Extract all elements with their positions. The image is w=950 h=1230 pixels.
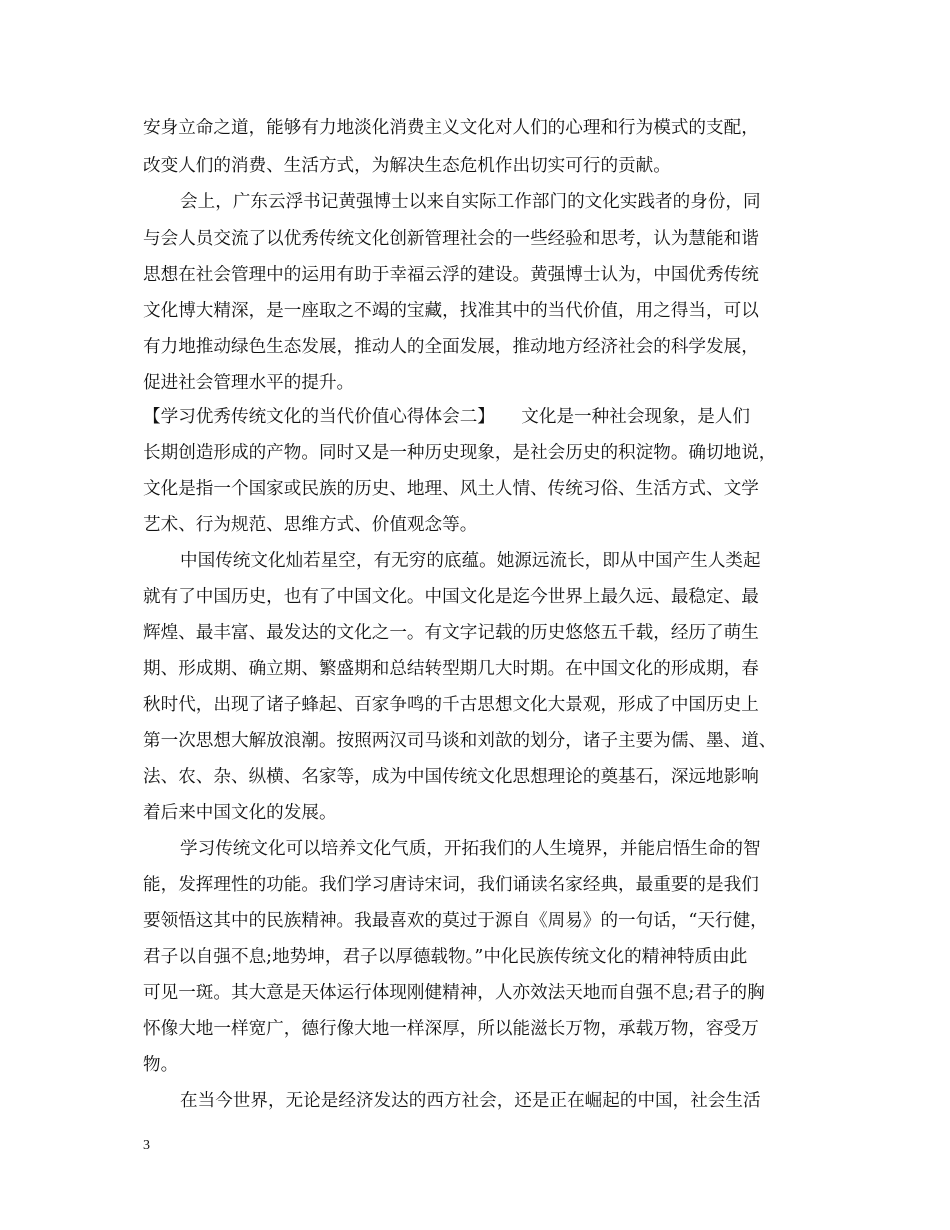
text-line: 就有了中国历史，也有了中国文化。中国文化是迄今世界上最久远、最稳定、最	[143, 587, 759, 607]
text-line: 要领悟这其中的民族精神。我最喜欢的莫过于源自《周易》的一句话，“天行健，	[143, 911, 768, 931]
text-line: 能，发挥理性的功能。我们学习唐诗宋词，我们诵读名家经典，最重要的是我们	[143, 875, 759, 895]
text-line: 文化是指一个国家或民族的历史、地理、风土人情、传统习俗、生活方式、文学	[143, 479, 759, 499]
paragraph-first-line: 学习传统文化可以培养文化气质，开拓我们的人生境界，并能启悟生命的智	[180, 839, 761, 859]
page-number: 3	[143, 1138, 150, 1153]
text-line: 促进社会管理水平的提升。	[143, 373, 355, 393]
text-line: 法、农、杂、纵横、名家等，成为中国传统文化思想理论的奠基石，深远地影响	[143, 767, 759, 787]
text-line: 安身立命之道，能够有力地淡化消费主义文化对人们的心理和行为模式的支配，	[143, 118, 759, 138]
text-line: 与会人员交流了以优秀传统文化创新管理社会的一些经验和思考，认为慧能和谐	[143, 229, 759, 249]
text-line: 期、形成期、确立期、繁盛期和总结转型期几大时期。在中国文化的形成期，春	[143, 659, 759, 679]
text-line: 文化博大精深，是一座取之不竭的宝藏，找准其中的当代价值，用之得当，可以	[143, 301, 759, 321]
text-line: 秋时代，出现了诸子蜂起、百家争鸣的千古思想文化大景观，形成了中国历史上	[143, 695, 759, 715]
paragraph-first-line: 在当今世界，无论是经济发达的西方社会，还是正在崛起的中国，社会生活	[180, 1091, 761, 1111]
text-line: 有力地推动绿色生态发展，推动人的全面发展，推动地方经济社会的科学发展，	[143, 337, 759, 357]
text-line: 长期创造形成的产物。同时又是一种历史现象，是社会历史的积淀物。确切地说，	[143, 443, 777, 463]
text-line: 着后来中国文化的发展。	[143, 803, 337, 823]
text-line: 第一次思想大解放浪潮。按照两汉司马谈和刘歆的划分，诸子主要为儒、墨、道、	[143, 731, 777, 751]
text-line: 君子以自强不息;地势坤，君子以厚德载物。”中化民族传统文化的精神特质由此	[143, 947, 748, 967]
paragraph-first-line: 会上，广东云浮书记黄强博士以来自实际工作部门的文化实践者的身份，同	[180, 192, 761, 212]
text-line: 怀像大地一样宽广，德行像大地一样深厚，所以能滋长万物，承载万物，容受万	[143, 1019, 759, 1039]
text-line: 辉煌、最丰富、最发达的文化之一。有文字记载的历史悠悠五千载，经历了萌生	[143, 623, 759, 643]
text-line: 物。	[143, 1055, 179, 1075]
text-line: 思想在社会管理中的运用有助于幸福云浮的建设。黄强博士认为，中国优秀传统	[143, 265, 759, 285]
text-line: 艺术、行为规范、思维方式、价值观念等。	[143, 515, 478, 535]
text-line: 改变人们的消费、生活方式，为解决生态危机作出切实可行的贡献。	[143, 156, 671, 176]
paragraph-first-line: 中国传统文化灿若星空，有无穷的底蕴。她源远流长，即从中国产生人类起	[180, 551, 761, 571]
text-line: 可见一斑。其大意是天体运行体现刚健精神，人亦效法天地而自强不息;君子的胸	[143, 983, 765, 1003]
section-heading-line: 【学习优秀传统文化的当代价值心得体会二】 文化是一种社会现象，是人们	[143, 407, 750, 427]
